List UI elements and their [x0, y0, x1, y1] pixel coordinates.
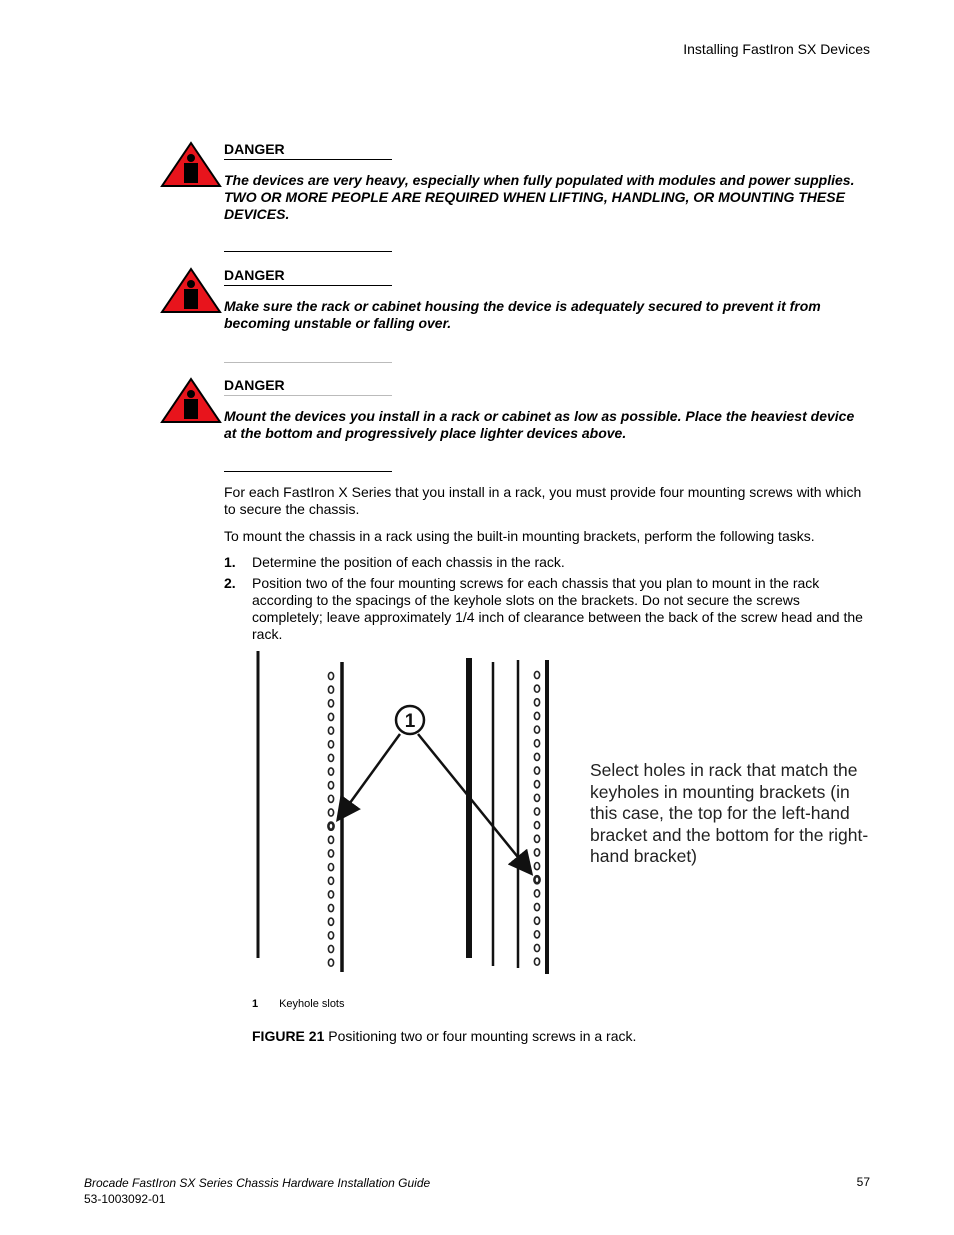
danger-label: DANGER	[224, 377, 392, 396]
rack-hole	[534, 958, 539, 965]
legend-number: 1	[252, 998, 259, 1010]
rack-hole	[328, 672, 333, 679]
rack-hole	[328, 768, 333, 775]
rack-hole	[534, 917, 539, 924]
rack-hole	[534, 822, 539, 829]
rack-hole	[534, 726, 539, 733]
danger-weight-icon	[160, 141, 222, 188]
rack-hole	[534, 712, 539, 719]
body-paragraph: For each FastIron X Series that you install in a rack, you must provide four mounting screws with which to secure the chassis.	[224, 484, 862, 517]
figure-annotation: Select holes in rack that match the keyholes in mounting brackets (in this case, the top for the left-hand bracket and the bottom for the right-hand bracket)	[590, 760, 869, 866]
step-number: 1.	[224, 554, 236, 570]
rack-hole	[328, 918, 333, 925]
body-paragraph: To mount the chassis in a rack using the built-in mounting brackets, perform the following tasks.	[224, 528, 815, 544]
step-number: 2.	[224, 575, 236, 591]
danger-weight-icon	[160, 377, 222, 424]
rack-hole	[534, 808, 539, 815]
rack-hole	[328, 945, 333, 952]
rack-hole	[328, 727, 333, 734]
rack-hole	[534, 685, 539, 692]
rack-hole	[534, 863, 539, 870]
rack-hole	[328, 823, 333, 830]
rack-hole	[328, 795, 333, 802]
danger-text: Make sure the rack or cabinet housing the device is adequately secured to prevent it from becoming unstable or falling over.	[224, 298, 821, 331]
callout-number: 1	[404, 711, 416, 732]
danger-text: The devices are very heavy, especially when fully populated with modules and power supplies. TWO OR MORE PEOPLE ARE REQUIRED WHEN LIFTING, HANDLING, OR MOUNTING THESE DEVICES.	[224, 172, 855, 222]
rack-hole	[534, 876, 539, 883]
step-1	[224, 554, 874, 572]
rack-mounting-figure	[250, 648, 870, 978]
danger-notice-3	[160, 377, 870, 477]
rack-hole	[328, 877, 333, 884]
divider	[224, 362, 392, 363]
rack-hole	[534, 890, 539, 897]
rack-hole	[328, 686, 333, 693]
page-number: 57	[856, 1175, 870, 1189]
danger-notice-2	[160, 267, 870, 367]
rack-hole	[328, 741, 333, 748]
footer-doc-number: 53-1003092-01	[84, 1192, 166, 1206]
keyhole-arrows	[339, 734, 530, 872]
rack-hole	[534, 931, 539, 938]
figure-legend	[252, 998, 345, 1010]
right-rail-holes	[534, 671, 539, 965]
rack-hole	[328, 754, 333, 761]
step-text: Determine the position of each chassis in the rack.	[252, 554, 565, 570]
rack-hole	[328, 700, 333, 707]
figure-caption	[252, 1028, 636, 1044]
rack-hole	[534, 767, 539, 774]
divider	[224, 471, 392, 472]
rack-hole	[534, 849, 539, 856]
rack-hole	[534, 794, 539, 801]
rack-hole	[534, 699, 539, 706]
rack-hole	[328, 836, 333, 843]
rack-hole	[534, 671, 539, 678]
step-2	[224, 575, 874, 645]
danger-label: DANGER	[224, 267, 392, 286]
divider	[224, 251, 392, 252]
step-text: Position two of the four mounting screws for each chassis that you plan to mount in the rack according to the spacings of the keyhole slots on the brackets. Do not secure the screws completely; leave approximately 1/4 inch of clearance between the back of the screw head and the rack.	[252, 575, 863, 642]
rack-hole	[534, 835, 539, 842]
rack-hole	[328, 891, 333, 898]
callout-1	[396, 706, 424, 734]
rack-hole	[328, 932, 333, 939]
footer-title: Brocade FastIron SX Series Chassis Hardware Installation Guide	[84, 1176, 431, 1190]
rack-hole	[534, 781, 539, 788]
rack-hole	[328, 809, 333, 816]
rack-hole	[328, 850, 333, 857]
rack-hole	[534, 944, 539, 951]
rack-hole	[328, 904, 333, 911]
running-header: Installing FastIron SX Devices	[683, 41, 870, 57]
danger-notice-1	[160, 141, 870, 256]
footer-left	[84, 1175, 430, 1207]
rack-hole	[534, 740, 539, 747]
rack-hole	[328, 864, 333, 871]
danger-label: DANGER	[224, 141, 392, 160]
danger-text: Mount the devices you install in a rack or cabinet as low as possible. Place the heaviest device at the bottom and progressively place lighter devices above.	[224, 408, 855, 441]
rack-hole	[328, 782, 333, 789]
rack-hole	[328, 713, 333, 720]
caption-text: Positioning two or four mounting screws in a rack.	[328, 1028, 637, 1044]
left-rail-holes	[328, 672, 333, 966]
rack-hole	[534, 903, 539, 910]
rack-hole	[328, 959, 333, 966]
legend-text: Keyhole slots	[279, 998, 345, 1010]
danger-weight-icon	[160, 267, 222, 314]
rack-hole	[534, 753, 539, 760]
caption-label: FIGURE 21	[252, 1028, 325, 1044]
